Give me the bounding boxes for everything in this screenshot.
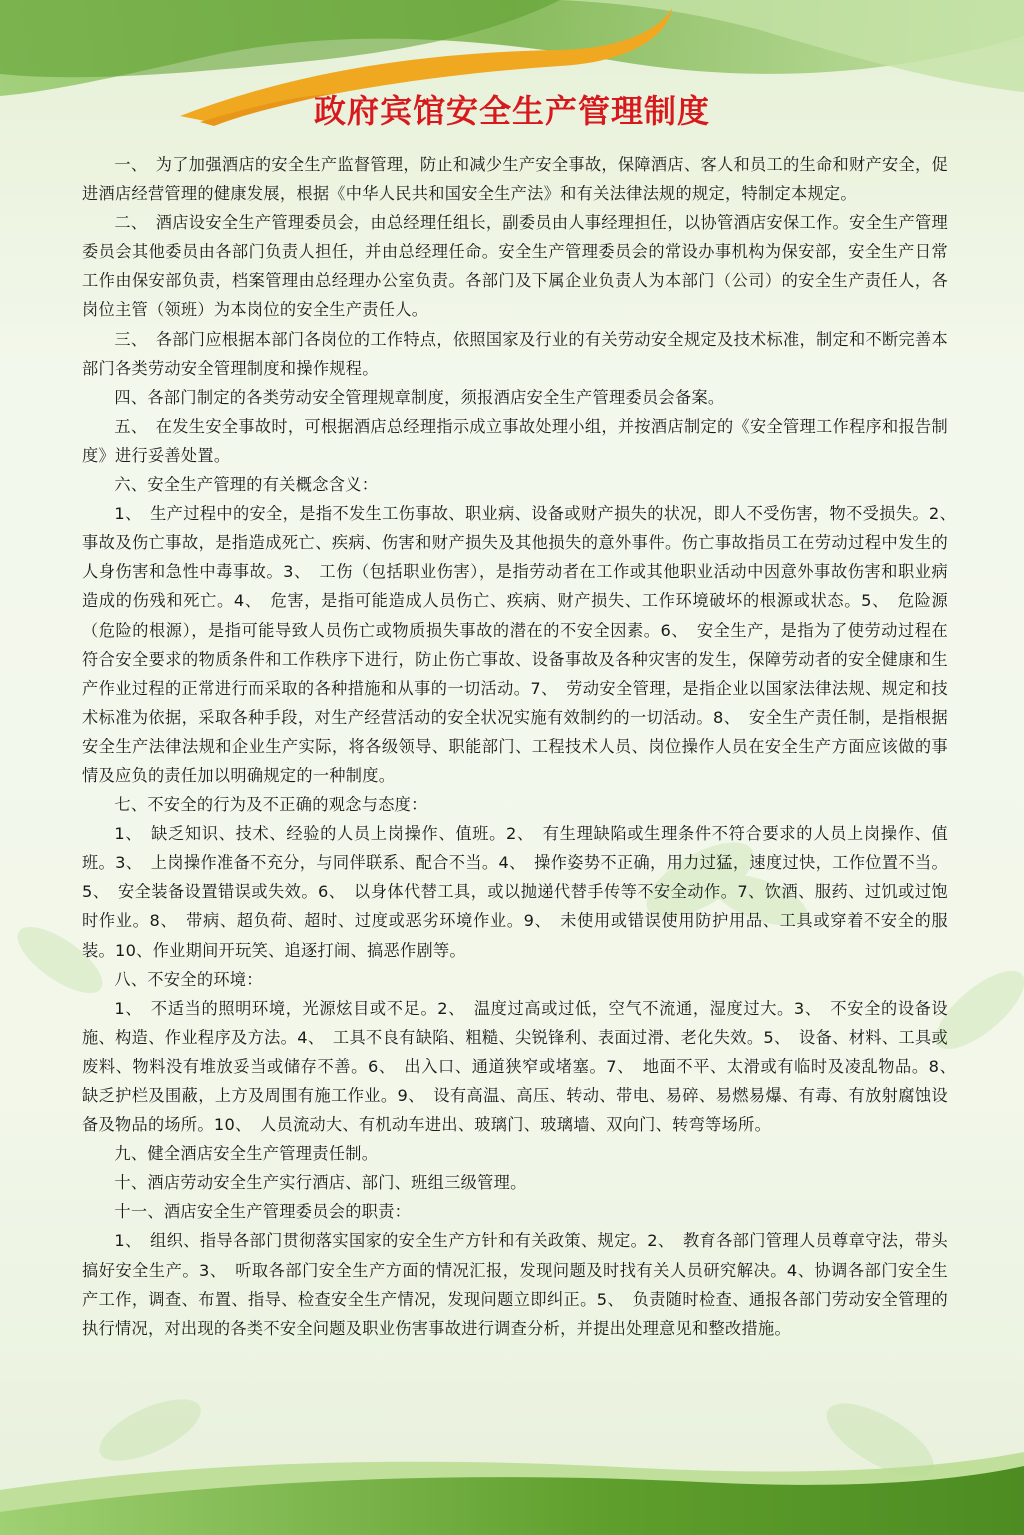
section-6-heading: 六、安全生产管理的有关概念含义： [114,475,379,495]
document-title: 政府宾馆安全生产管理制度 [313,92,710,130]
paragraph-2: 二、 酒店设安全生产管理委员会，由总经理任组长，副委员由人事经理担任，以协管酒店安保工作。安全生产管理委员会其他委员由各部门负责人担任，并由总经理任命。安全生产管理委员会的常设办事机构为保安部，安全生产日常工作由保安部负责，档案管理由总经理办公室负责。各部门及下属企业负责人为本部门（公司）的安全生产责任人，各岗位主管（领班）为本岗位的安全生产责任人。 [82,213,948,320]
section-8-body: 1、 不适当的照明环境，光源炫目或不足。2、 温度过高或过低，空气不流通，湿度过大。3、 不安全的设备设施、构造、作业程序及方法。4、 工具不良有缺陷、粗糙、尖锐锋利、表面过滑、老化失效。5、 设备、材料、工具或废料、物料没有堆放妥当或储存不善。6、 出入口、通道狭窄或堵塞。7、 地面不平、太滑或有临时及凌乱物品。8、 缺乏护栏及围蔽，上方及周围有施工作业。9、 设有高温、高压、转动、带电、易碎、易燃易爆、有毒、有放射腐蚀设备及物品的场所。10、 人员流动大、有机动车进出、玻璃门、玻璃墙、双向门、转弯等场所。 [82,998,965,1135]
section-7-body: 1、 缺乏知识、技术、经验的人员上岗操作、值班。2、 有生理缺陷或生理条件不符合要求的人员上岗操作、值班。3、 上岗操作准备不充分，与同伴联系、配合不当。4、 操作姿势不正确，用力过猛，速度过快，工作位置不当。5、 安全装备设置错误或失效。6、 以身体代替工具，或以抛递代替手传等不安全动作。7、饮酒、服药、过饥或过饱时作业。8、 带病、超负荷、超时、过度或恶劣环境作业。9、 未使用或错误使用防护用品、工具或穿着不安全的服装。10、作业期间开玩笑、追逐打闹、搞恶作剧等。 [82,824,948,960]
document-body [82,150,965,1343]
paragraph-3: 三、 各部门应根据本部门各岗位的工作特点，依照国家及行业的有关劳动安全规定及技术标准，制定和不断完善本部门各类劳动安全管理制度和操作规程。 [82,329,948,378]
section-8-heading: 八、不安全的环境： [114,969,263,989]
section-6-body: 1、 生产过程中的安全，是指不发生工伤事故、职业病、设备或财产损失的状况，即人不受伤害，物不受损失。2、 事故及伤亡事故，是指造成死亡、疾病、伤害和财产损失及其他损失的意外事件。伤亡事故指员工在劳动过程中发生的人身伤害和急性中毒事故。3、 工伤（包括职业伤害），是指劳动者在工作或其他职业活动中因意外事故伤害和职业病造成的伤残和死亡。4、 危害，是指可能造成人员伤亡、疾病、财产损失、工作环境破坏的根源或状态。5、 危险源（危险的根源），是指可能导致人员伤亡或物质损失事故的潜在的不安全因素。6、 安全生产，是指为了使劳动过程在符合安全要求的物质条件和工作秩序下进行，防止伤亡事故、设备事故及各种灾害的发生，保障劳动者的安全健康和生产作业过程的正常进行而采取的各种措施和从事的一切活动。7、 劳动安全管理，是指企业以国家法律法规、规定和技术标准为依据，采取各种手段，对生产经营活动的安全状况实施有效制约的一切活动。8、 安全生产责任制，是指根据安全生产法律法规和企业生产实际，将各级领导、职能部门、工程技术人员、岗位操作人员在安全生产方面应该做的事情及应负的责任加以明确规定的一种制度。 [82,504,965,785]
section-11-heading: 十一、酒店安全生产管理委员会的职责： [114,1202,412,1222]
paragraph-10: 十、酒店劳动安全生产实行酒店、部门、班组三级管理。 [114,1173,527,1193]
section-11-body: 1、 组织、指导各部门贯彻落实国家的安全生产方针和有关政策、规定。2、 教育各部门管理人员尊章守法，带头搞好安全生产。3、 听取各部门安全生产方面的情况汇报，发现问题及时找有关人员研究解决。4、协调各部门安全生产工作，调查、布置、指导、检查安全生产情况，发现问题立即纠正。5、 负责随时检查、通报各部门劳动安全管理的执行情况，对出现的各类不安全问题及职业伤害事故进行调查分析，并提出处理意见和整改措施。 [82,1231,948,1338]
section-7-heading: 七、不安全的行为及不正确的观念与态度： [114,795,428,815]
paragraph-1: 一、 为了加强酒店的安全生产监督管理，防止和减少生产安全事故，保障酒店、客人和员工的生命和财产安全，促进酒店经营管理的健康发展，根据《中华人民共和国安全生产法》和有关法律法规的规定，特制定本规定。 [82,155,948,204]
paragraph-5: 五、 在发生安全事故时，可根据酒店总经理指示成立事故处理小组，并按酒店制定的《安全管理工作程序和报告制度》进行妥善处置。 [82,416,948,465]
paragraph-4: 四、各部门制定的各类劳动安全管理规章制度，须报酒店安全生产管理委员会备案。 [114,387,725,407]
paragraph-9: 九、健全酒店安全生产管理责任制。 [114,1144,379,1164]
